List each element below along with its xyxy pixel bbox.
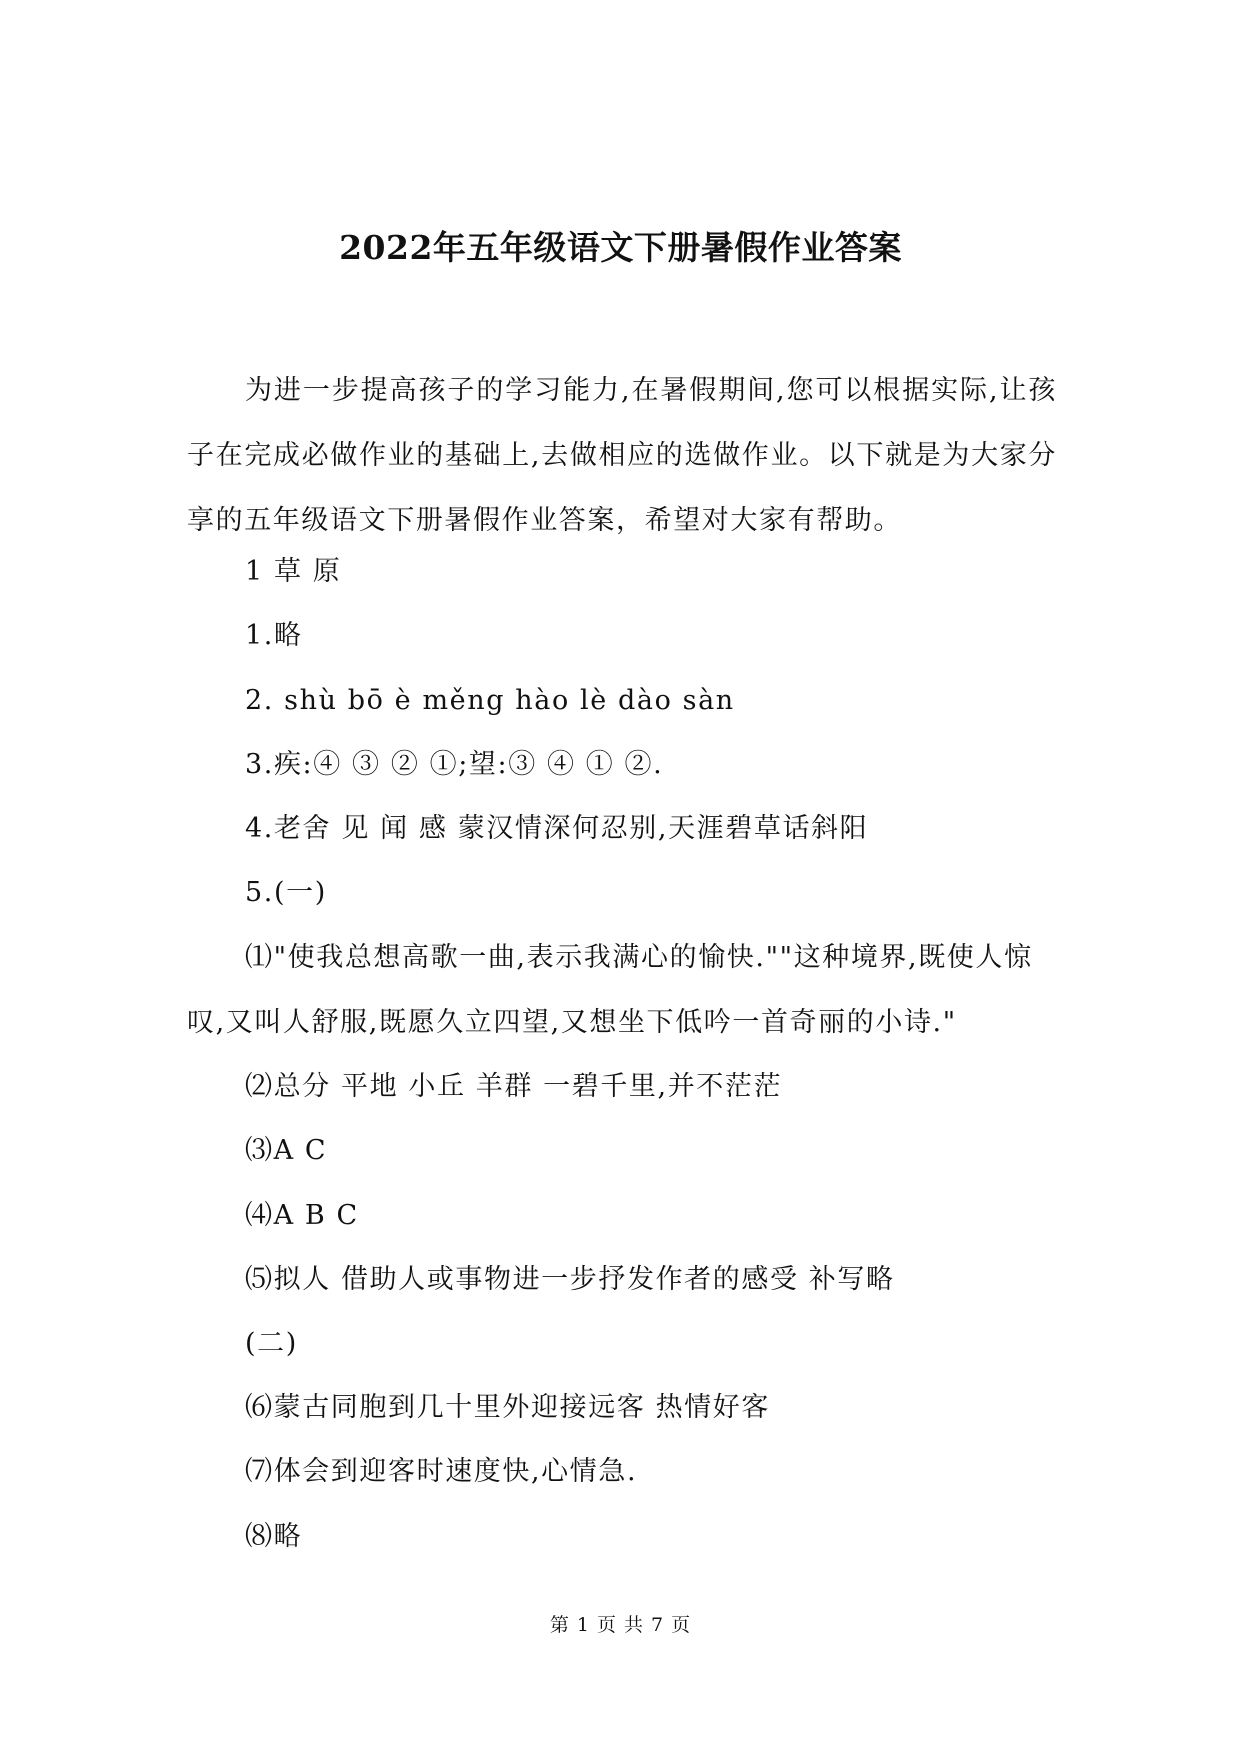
answer-line: 5.(一)	[245, 877, 327, 908]
answer-line: ⑴"使我总想高歌一曲,表示我满心的愉快.""这种境界,既使人惊叹,又叫人舒服,既愿久立四望,又想坐下低吟一首奇丽的小诗."	[187, 942, 1033, 1038]
answer-line: 2. shù bō è měng hào lè dào sàn	[245, 685, 735, 716]
answer-line: ⑸拟人 借助人或事物进一步抒发作者的感受 补写略	[245, 1264, 895, 1295]
answer-line: ⑶A C	[245, 1135, 328, 1166]
answer-line: ⑹蒙古同胞到几十里外迎接远客 热情好客	[245, 1392, 770, 1423]
answer-line: 4.老舍 见 闻 感 蒙汉情深何忍别,天涯碧草话斜阳	[245, 813, 869, 844]
answer-line: 3.疾:④ ③ ② ①;望:③ ④ ① ②.	[245, 749, 664, 780]
answer-line: 1.略	[245, 620, 303, 651]
answer-line: ⑵总分 平地 小丘 羊群 一碧千里,并不茫茫	[245, 1071, 783, 1102]
intro-paragraph: 为进一步提高孩子的学习能力,在暑假期间,您可以根据实际,让孩子在完成必做作业的基础上,去做相应的选做作业。以下就是为大家分享的五年级语文下册暑假作业答案，希望对大家有帮助。	[187, 375, 1057, 536]
page-number: 第 1 页 共 7 页	[549, 1614, 692, 1636]
document-title: 2022年五年级语文下册暑假作业答案	[339, 228, 902, 267]
answer-line: ⑺体会到迎客时速度快,心情急.	[245, 1456, 638, 1487]
answer-line: ⑻略	[245, 1521, 303, 1552]
answer-line: ⑷A B C	[245, 1200, 359, 1231]
answer-line: 1 草 原	[245, 556, 342, 587]
answer-line: (二)	[245, 1328, 298, 1359]
